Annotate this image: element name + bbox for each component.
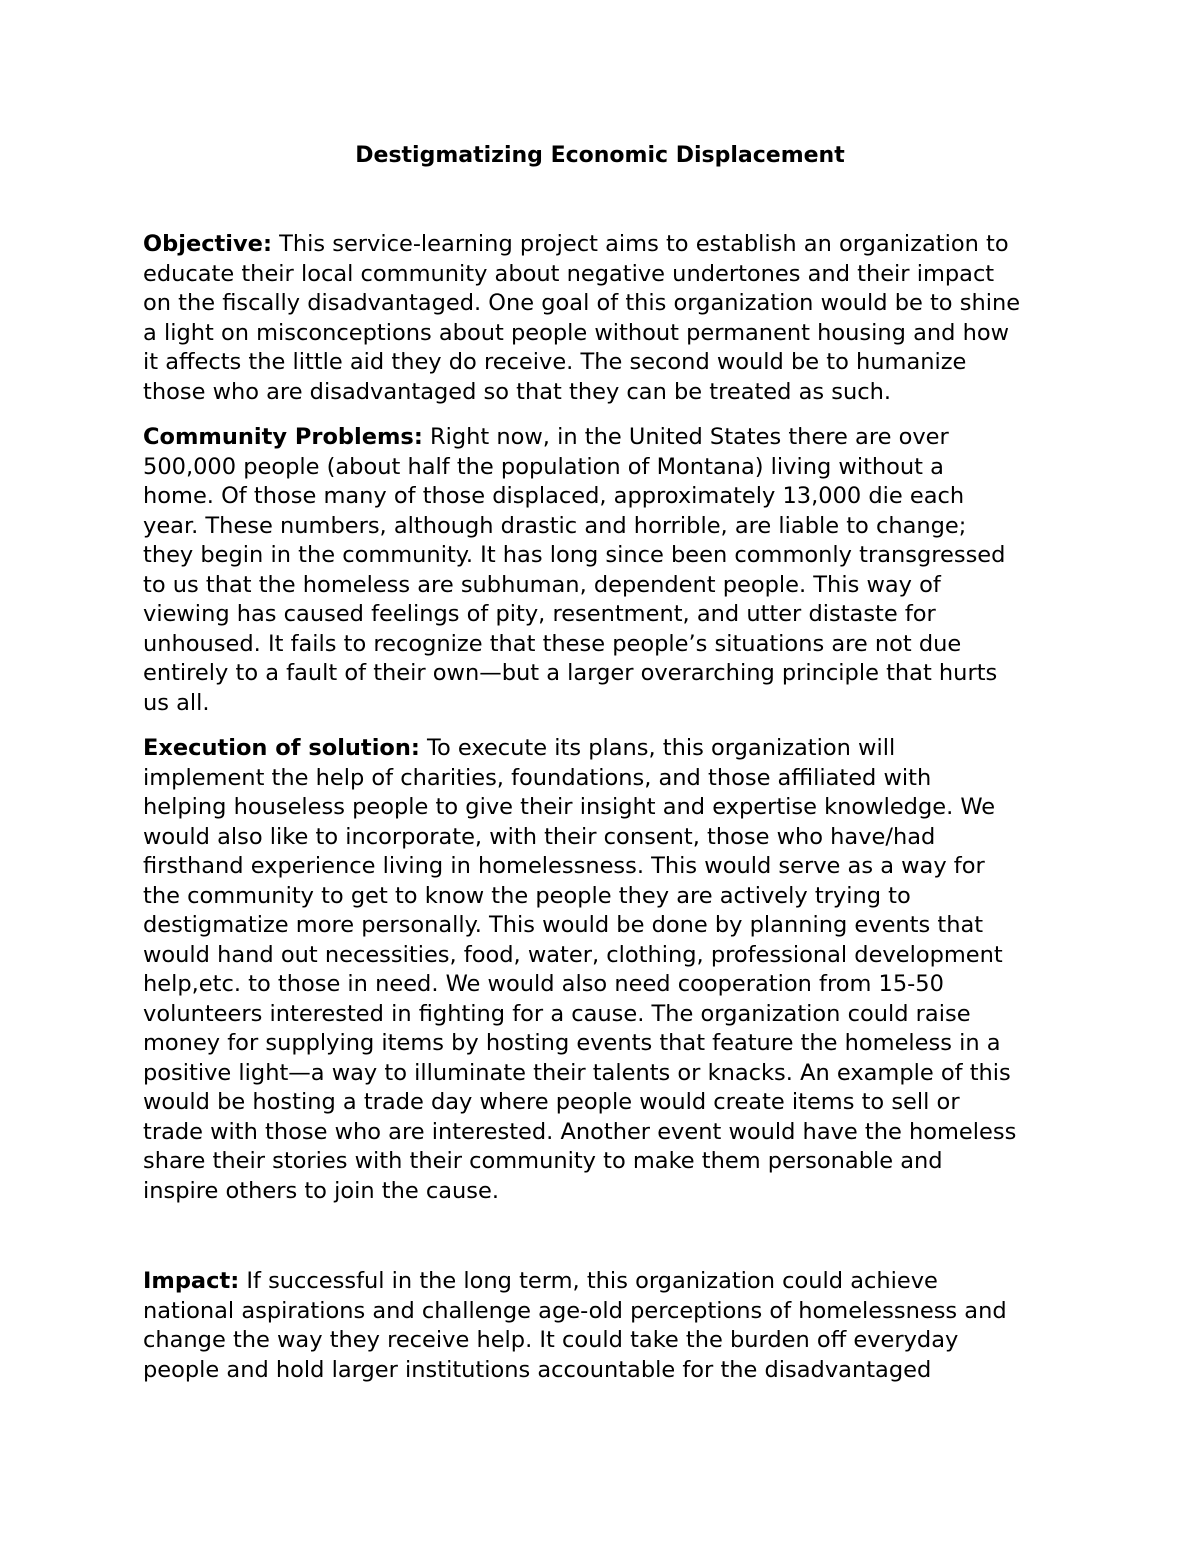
paragraph-line: would hand out necessities, food, water, clothing, professional development bbox=[143, 941, 1003, 968]
paragraph-line bbox=[143, 230, 1063, 260]
paragraph-line: those who are disadvantaged so that they can be treated as such. bbox=[143, 378, 892, 405]
section-objective bbox=[143, 230, 1063, 407]
paragraph-line: on the fiscally disadvantaged. One goal of this organization would be to shine bbox=[143, 290, 1021, 316]
document-title: Destigmatizing Economic Displacement bbox=[355, 143, 845, 168]
section-label: Impact: bbox=[143, 1268, 240, 1294]
paragraph-line: firsthand experience living in homelessness. This would serve as a way for bbox=[143, 853, 985, 879]
paragraph-line: help,etc. to those in need. We would also need cooperation from 15-50 bbox=[143, 971, 944, 997]
paragraph-line: inspire others to join the cause. bbox=[143, 1177, 499, 1204]
section-label: Community Problems: bbox=[143, 424, 423, 450]
paragraph-line: implement the help of charities, foundations, and those affiliated with bbox=[143, 764, 932, 791]
paragraph-line bbox=[143, 1267, 1063, 1297]
section-label: Objective: bbox=[143, 231, 272, 257]
paragraph-line: helping houseless people to give their insight and expertise knowledge. We bbox=[143, 794, 996, 820]
paragraph-line: educate their local community about negative undertones and their impact bbox=[143, 260, 995, 287]
paragraph-line: unhoused. It fails to recognize that these people’s situations are not due bbox=[143, 630, 962, 657]
section-community-problems bbox=[143, 423, 1063, 718]
paragraph-line: money for supplying items by hosting events that feature the homeless in a bbox=[143, 1030, 1001, 1056]
paragraph-line: year. These numbers, although drastic and horrible, are liable to change; bbox=[143, 512, 967, 539]
paragraph-line: change the way they receive help. It could take the burden off everyday bbox=[143, 1327, 959, 1353]
paragraph-line: 500,000 people (about half the population of Montana) living without a bbox=[143, 453, 944, 480]
paragraph-line: volunteers interested in fighting for a cause. The organization could raise bbox=[143, 1000, 971, 1027]
paragraph-line: would also like to incorporate, with their consent, those who have/had bbox=[143, 823, 936, 850]
paragraph-line: trade with those who are interested. Another event would have the homeless bbox=[143, 1118, 1017, 1145]
paragraph-line: would be hosting a trade day where people would create items to sell or bbox=[143, 1089, 960, 1115]
paragraph-line: destigmatize more personally. This would be done by planning events that bbox=[143, 912, 984, 938]
paragraph-line: a light on misconceptions about people without permanent housing and how bbox=[143, 319, 1010, 346]
section-text: This service-learning project aims to establish an organization to bbox=[271, 231, 1009, 257]
paragraph-line: positive light—a way to illuminate their talents or knacks. An example of this bbox=[143, 1059, 1011, 1086]
section-text: If successful in the long term, this organization could achieve bbox=[239, 1268, 938, 1294]
section-text: Right now, in the United States there are over bbox=[422, 424, 949, 450]
paragraph-line: viewing has caused feelings of pity, resentment, and utter distaste for bbox=[143, 601, 936, 627]
section-execution-of-solution bbox=[143, 734, 1063, 1206]
section-impact bbox=[143, 1267, 1063, 1385]
paragraph-line: they begin in the community. It has long since been commonly transgressed bbox=[143, 542, 1006, 568]
paragraph-line: home. Of those many of those displaced, approximately 13,000 die each bbox=[143, 483, 965, 509]
paragraph-line: us all. bbox=[143, 689, 210, 716]
paragraph-line: national aspirations and challenge age-old perceptions of homelessness and bbox=[143, 1297, 1007, 1324]
paragraph-line: people and hold larger institutions accountable for the disadvantaged bbox=[143, 1356, 932, 1383]
section-text: To execute its plans, this organization will bbox=[419, 735, 896, 761]
paragraph-line: it affects the little aid they do receive. The second would be to humanize bbox=[143, 349, 967, 375]
paragraph-line bbox=[143, 423, 1063, 453]
paragraph-line: entirely to a fault of their own—but a larger overarching principle that hurts bbox=[143, 660, 998, 686]
paragraph-line bbox=[143, 734, 1063, 764]
paragraph-line: the community to get to know the people they are actively trying to bbox=[143, 882, 911, 909]
section-label: Execution of solution: bbox=[143, 735, 420, 761]
paragraph-line: share their stories with their community to make them personable and bbox=[143, 1148, 943, 1174]
paragraph-line: to us that the homeless are subhuman, dependent people. This way of bbox=[143, 571, 941, 598]
